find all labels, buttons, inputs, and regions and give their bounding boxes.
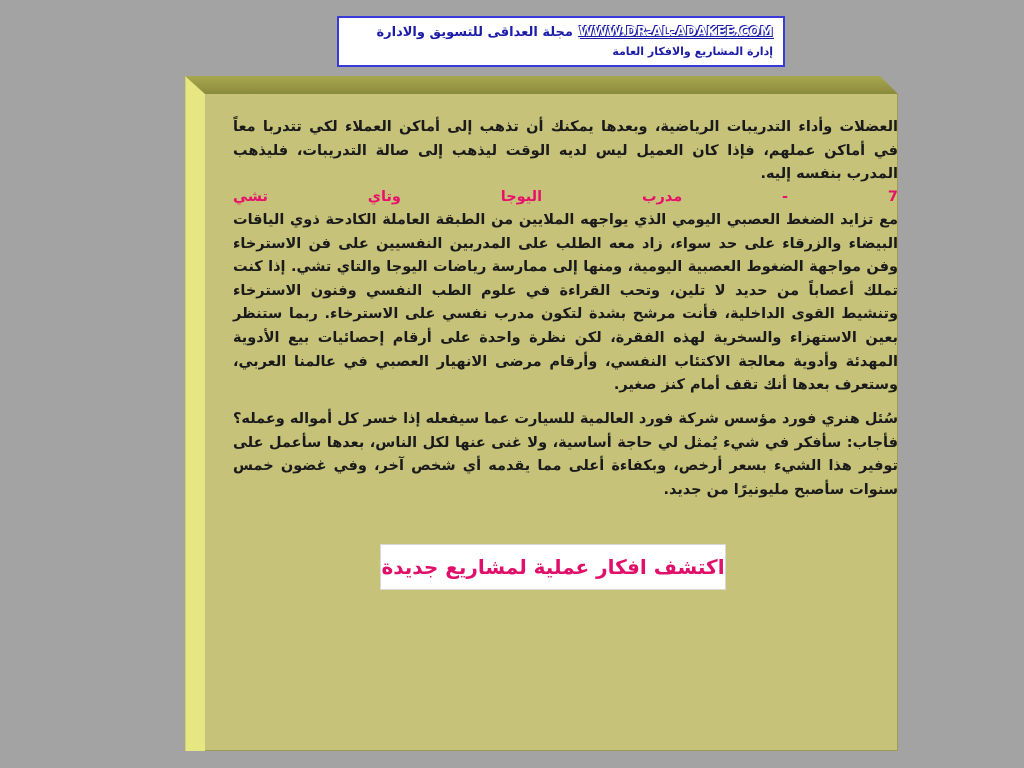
body-text: مع تزايد الضغط العصبي اليومي الذي يواجهه الملايين من الطبقة العاملة الكادحة ذوي الياقات البيضاء والزرقاء على حد سواء، زاد معه الطلب على المدربين النفسيين على فن الاسترخاء وفن مواجهة الضغوط العصبية اليومية، ومنها إلى ممارسة رياضات اليوجا والتاي تشي. إذا كنت تملك أعصاباً من حديد لا تلين، وتحب القراءة في علوم الطب النفسي وفنون الاسترخاء وتنشيط القوى الداخلية، فأنت مرشح بشدة لتكون مدرب نفسي على الاسترخاء. ربما ستنظر بعين الاستهزاء والسخرية لهذه الفقرة، لكن نظرة واحدة على أرقام إحصائيات بيع الأدوية المهدئة وأدوية معالجة الاكتئاب النفسي، وأرقام مرضى الانهيار العصبي في عالمنا العربي، وستعرف بعدها أنك تقف أمام كنز صغير. [233, 212, 898, 394]
content-frame [185, 76, 898, 751]
subheading-word: - [782, 189, 789, 205]
frame-bevel-left [185, 76, 206, 751]
discover-ideas-button[interactable]: اكتشف افكار عملية لمشاريع جديدة [380, 544, 726, 590]
subheading-word: اليوجا [500, 189, 543, 205]
frame-bevel-top [185, 76, 898, 94]
subheading-word: مدرب [641, 189, 683, 205]
content-panel [205, 94, 898, 751]
site-header [337, 16, 785, 67]
body-text: سُئل هنري فورد مؤسس شركة فورد العالمية للسيارت عما سيفعله إذا خسر كل أمواله وعمله؟ فأجاب: سأفكر في شيء يُمثل لي حاجة أساسية، ولا غنى عنها لكل الناس، بعدها سأعمل على توفير هذا الشيء بسعر أرخص، وبكفاءة أعلى مما يقدمه أي شخص آخر، وفي غضون خمس سنوات سأصبح مليونيرًا من جديد. [233, 411, 898, 498]
subheading-word: تشي [233, 189, 268, 205]
section-title: إدارة المشاريع والافكار العامة [612, 45, 773, 58]
subheading-word: وتاي [367, 189, 401, 205]
subheading-word: 7 [887, 189, 898, 205]
intro-text: العضلات وأداء التدريبات الرياضية، وبعدها يمكنك أن تذهب إلى أماكن العملاء لكي تتدربا معاً في أماكن عملهم، فإذا كان العميل ليس لديه الوقت ليذهب إلى صالة التدريبات، فليذهب المدرب بنفسه إليه. [233, 119, 898, 183]
intro-paragraph [233, 116, 898, 187]
body-paragraph-ford [233, 408, 898, 502]
section-subheading [233, 185, 898, 209]
magazine-title: مجلة العداقى للتسويق والادارة [376, 25, 573, 40]
header-title-line [349, 24, 773, 42]
body-paragraph-yoga [233, 209, 898, 398]
website-link[interactable]: WWW.DR-AL-ADAKEE.COM [578, 25, 773, 40]
